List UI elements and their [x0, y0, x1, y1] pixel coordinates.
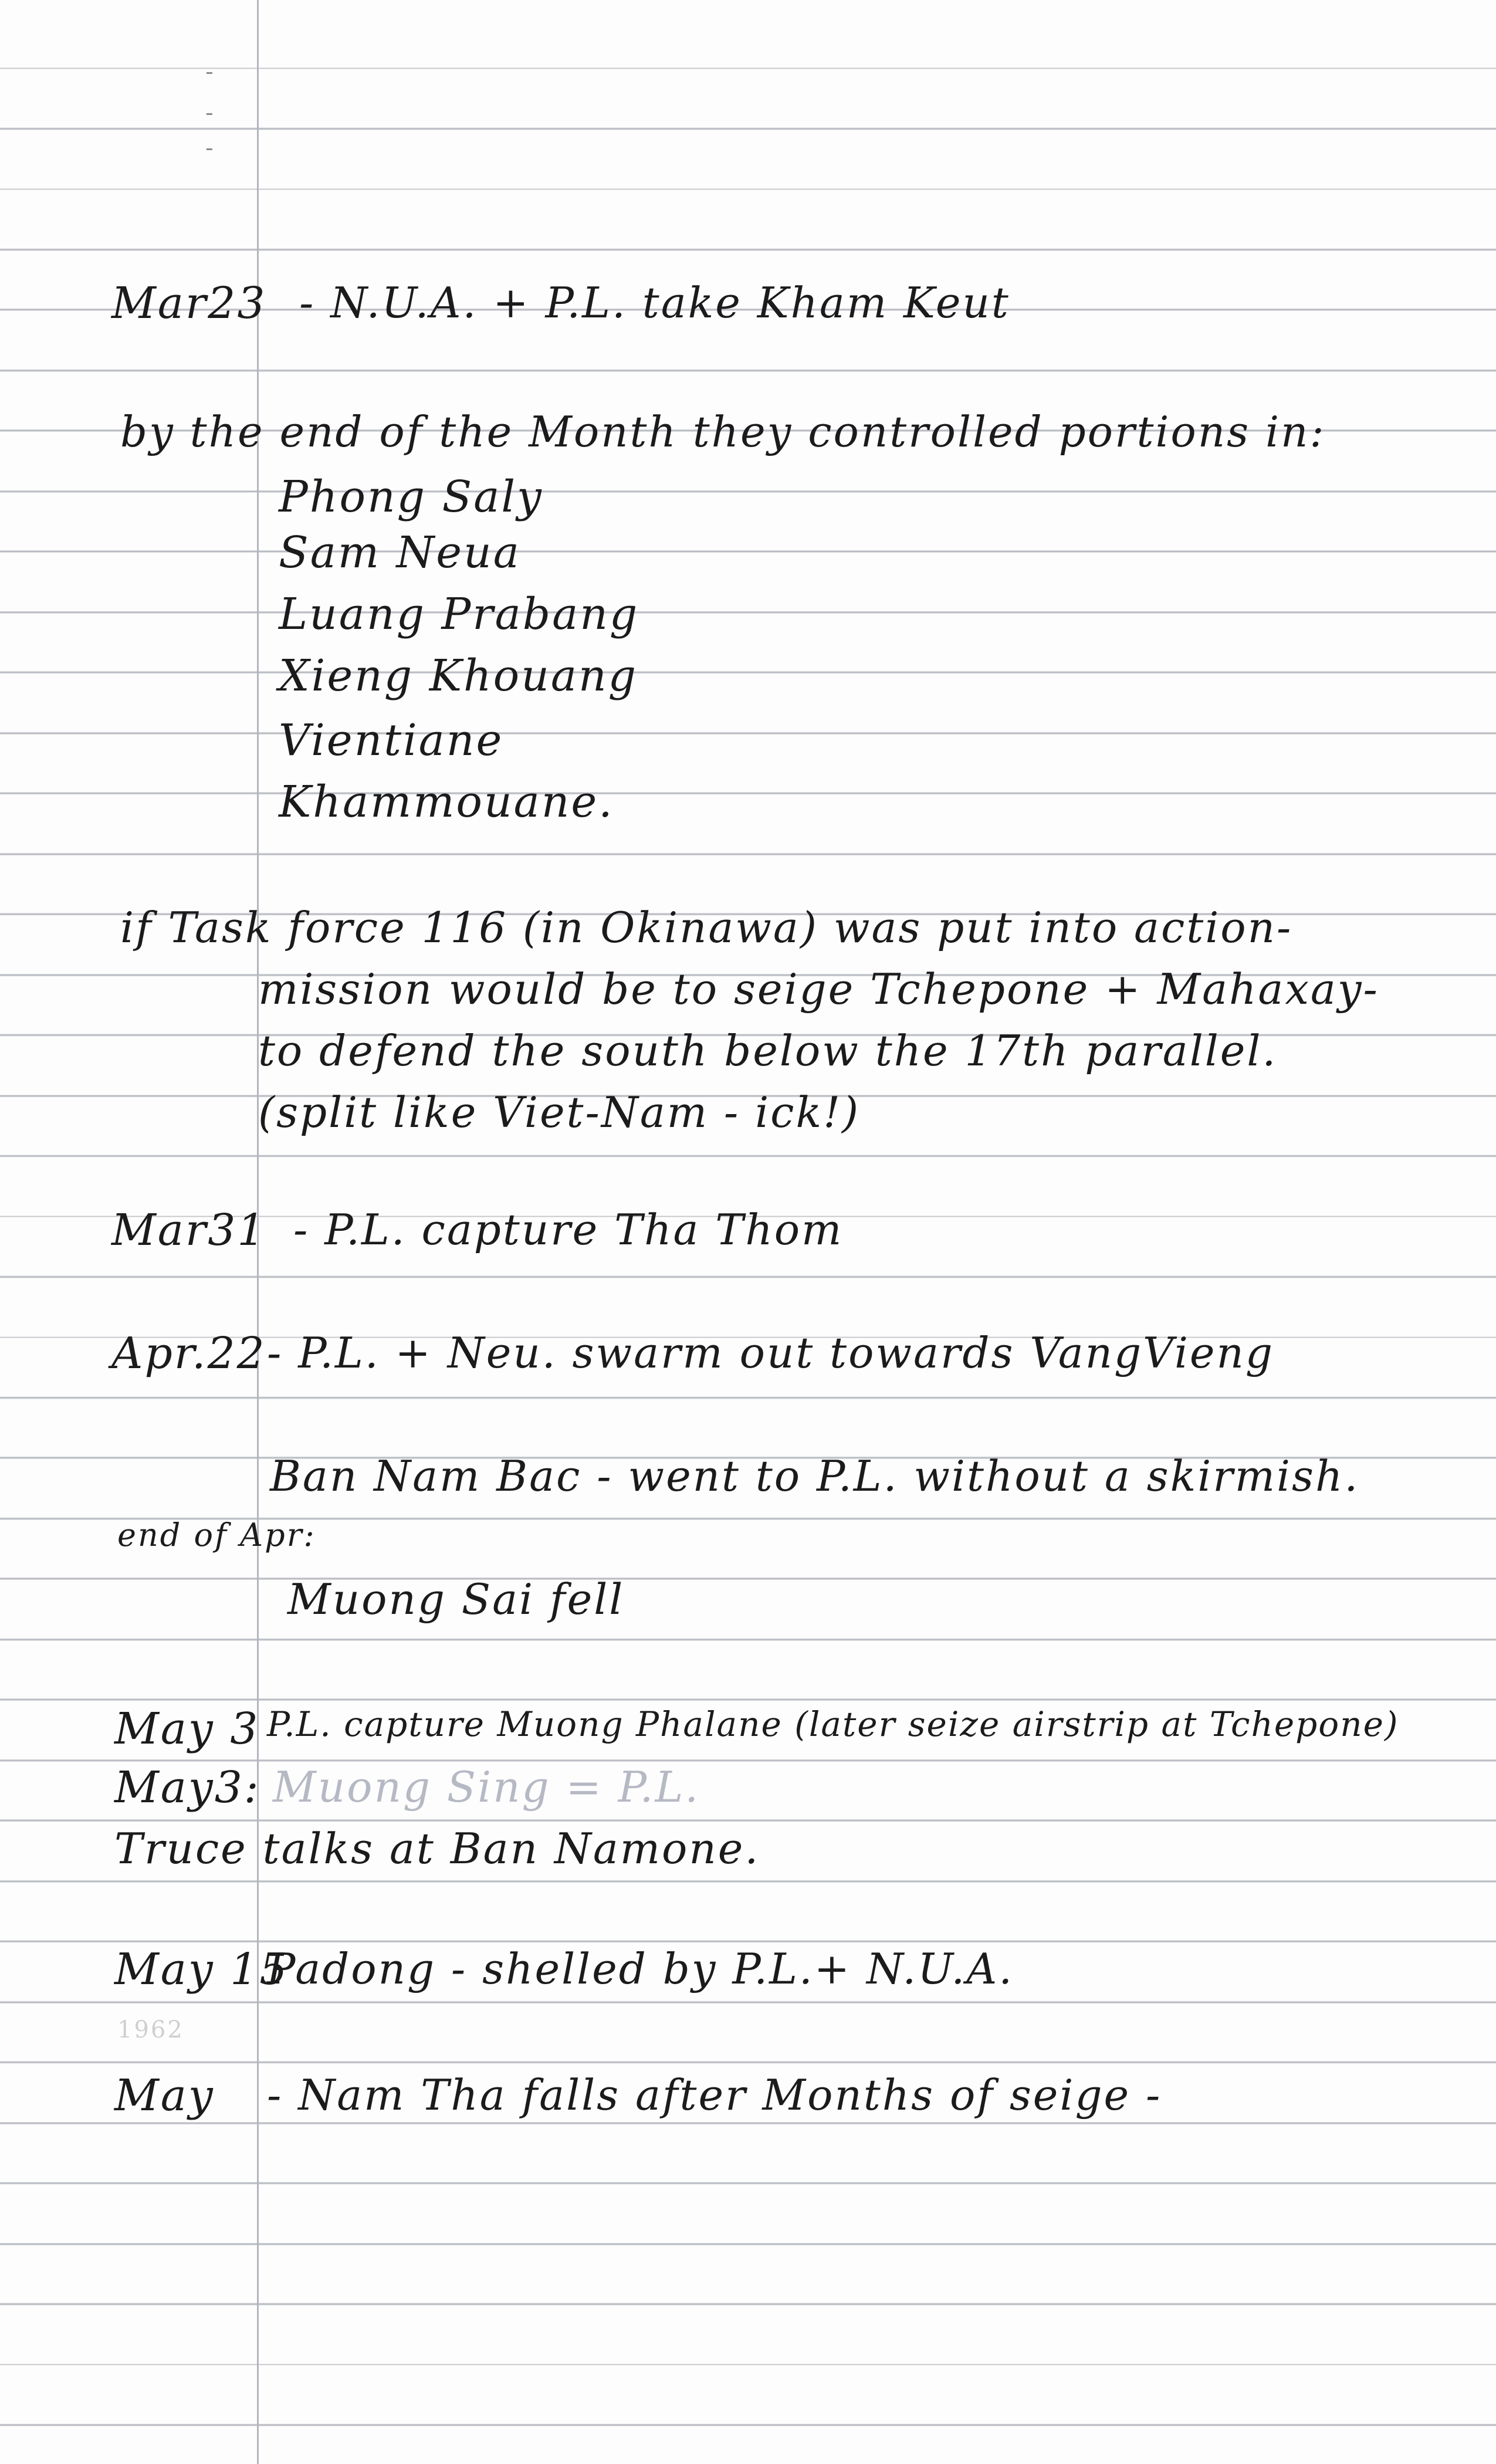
entry-text: - P.L. + Neu. swarm out towards VangVieng	[267, 1328, 1274, 1377]
entry-date: May 3	[114, 1704, 260, 1754]
entry-text: - Nam Tha falls after Months of seige -	[267, 2070, 1162, 2120]
entry-date: end of Apr:	[117, 1517, 316, 1553]
entry-text: (split like Viet-Nam - ick!)	[258, 1088, 861, 1137]
entry-text: by the end of the Month they controlled portions in:	[120, 407, 1326, 456]
place-name: Xieng Khouang	[279, 651, 638, 701]
entry-date: May	[114, 2070, 215, 2121]
entry-text-faint: Muong Sing = P.L.	[273, 1762, 700, 1812]
entry-text: Muong Sai fell	[287, 1575, 625, 1624]
entry-date: Apr.22	[111, 1328, 266, 1379]
entry-text: Truce talks at Ban Namone.	[114, 1824, 760, 1873]
entry-date: May 15	[114, 1944, 289, 1995]
place-name: Phong Saly	[279, 472, 543, 522]
entry-date: Mar31	[111, 1205, 267, 1255]
entry-date: May3:	[114, 1762, 260, 1813]
entry-text: mission would be to seige Tchepone + Mahaxay-	[258, 964, 1379, 1014]
entry-text: Ban Nam Bac - went to P.L. without a skirmish.	[270, 1451, 1360, 1501]
place-name: Sam Neua	[279, 527, 521, 578]
place-name: Vientiane	[279, 715, 504, 766]
place-name: Luang Prabang	[279, 589, 639, 639]
margin-mark: -	[205, 135, 214, 161]
year-note: 1962	[117, 2016, 184, 2043]
place-name: Khammouane.	[279, 777, 614, 827]
entry-date: Mar23	[111, 278, 267, 329]
margin-mark: -	[205, 59, 214, 84]
entry-text: if Task force 116 (in Okinawa) was put into action-	[120, 903, 1293, 952]
margin-mark: -	[205, 100, 214, 126]
entry-text: to defend the south below the 17th parallel.	[258, 1026, 1278, 1075]
entry-text: - N.U.A. + P.L. take Kham Keut	[299, 278, 1010, 327]
entry-text: - P.L. capture Tha Thom	[293, 1205, 844, 1254]
entry-text: P.L. capture Muong Phalane (later seize airstrip at Tchepone)	[267, 1704, 1399, 1744]
entry-text: Padong - shelled by P.L.+ N.U.A.	[267, 1944, 1014, 1993]
